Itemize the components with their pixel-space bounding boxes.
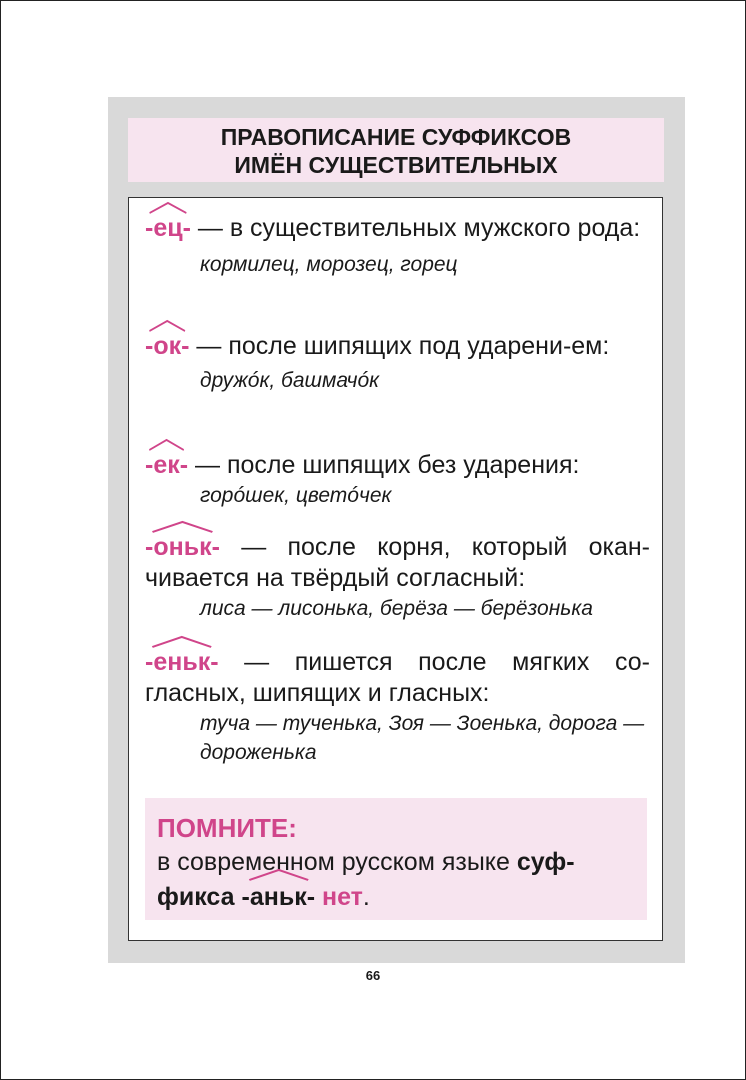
reminder-bold-text: суф-фикса bbox=[157, 848, 575, 911]
suffix-label: -оньк- bbox=[145, 532, 220, 563]
rule-example: кормилец, морозец, горец bbox=[200, 253, 458, 276]
reminder-suffix: -аньк- bbox=[242, 880, 316, 915]
reminder-period: . bbox=[362, 883, 370, 911]
suffix-label: -еньк- bbox=[145, 647, 219, 678]
suffix-label: -ец- bbox=[145, 213, 191, 244]
suffix-label: -ок- bbox=[145, 331, 189, 362]
reminder-box bbox=[145, 798, 647, 920]
reminder-title: ПОМНИТЕ: bbox=[157, 813, 297, 843]
suffix-arc-icon bbox=[145, 636, 219, 648]
rule-block-ek bbox=[145, 450, 650, 510]
rule-text bbox=[145, 647, 650, 709]
reminder-net: нет bbox=[322, 883, 363, 911]
reminder-plain-text: в современном русском языке bbox=[157, 848, 517, 876]
title-line-2: ИМЁН СУЩЕСТВИТЕЛЬНЫХ bbox=[234, 152, 558, 178]
page-title bbox=[128, 118, 664, 182]
rule-block-enk bbox=[145, 647, 650, 767]
suffix-arc-icon bbox=[242, 869, 316, 881]
suffix-label: -ек- bbox=[145, 450, 188, 481]
suffix-arc-icon bbox=[145, 202, 191, 214]
suffix-arc-icon bbox=[145, 320, 189, 332]
reminder-text bbox=[157, 845, 639, 915]
suffix-arc-icon bbox=[145, 521, 220, 533]
rule-text bbox=[145, 532, 650, 594]
rule-example: горóшек, цветóчек bbox=[200, 484, 392, 507]
rule-description: — пишется после мягких со-гласных, шипящих и гласных: bbox=[145, 648, 650, 707]
rule-example: туча — тученька, Зоя — Зоенька, дорога — дороженька bbox=[200, 712, 645, 764]
rule-block-ets bbox=[145, 213, 650, 279]
rule-text bbox=[145, 331, 650, 362]
rule-text bbox=[145, 450, 650, 481]
suffix-arc-icon bbox=[145, 439, 188, 451]
rule-block-onk bbox=[145, 532, 650, 623]
rule-text bbox=[145, 213, 650, 244]
page-number: 66 bbox=[365, 968, 381, 983]
rule-description: — после шипящих под ударени-ем: bbox=[189, 332, 610, 360]
rule-description: — в существительных мужского рода: bbox=[190, 214, 641, 242]
rule-description: — после корня, который окан-чивается на твёрдый согласный: bbox=[145, 533, 650, 592]
rule-block-ok bbox=[145, 331, 650, 395]
rule-example: дружóк, башмачóк bbox=[200, 369, 380, 392]
title-line-1: ПРАВОПИСАНИЕ СУФФИКСОВ bbox=[220, 124, 572, 150]
rule-description: — после шипящих без ударения: bbox=[188, 451, 580, 479]
rule-example: лиса — лисонька, берёза — берёзонька bbox=[200, 597, 593, 620]
